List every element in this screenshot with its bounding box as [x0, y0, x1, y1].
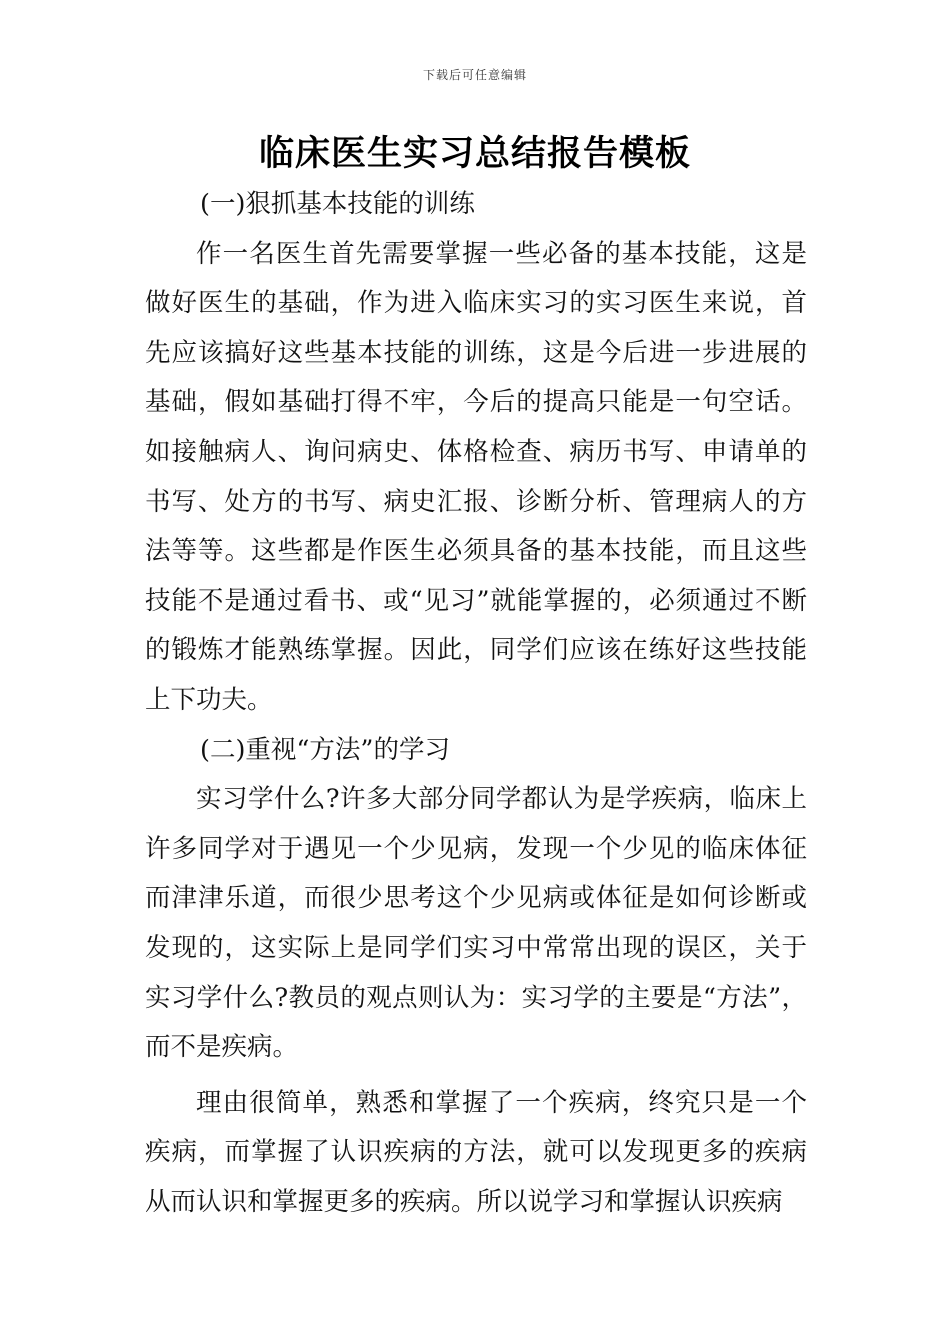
section-2-paragraph-2: 理由很简单，熟悉和掌握了一个疾病，终究只是一个疾病，而掌握了认识疾病的方法，就可以发现更多的疾病从而认识和掌握更多的疾病。所以说学习和掌握认识疾病 [145, 1087, 807, 1217]
document-title: 临床医生实习总结报告模板 [258, 134, 691, 174]
section-heading-1: (一)狠抓基本技能的训练 [200, 189, 475, 219]
document-body [145, 180, 807, 1227]
section-heading-2: (二)重视“方法”的学习 [200, 734, 450, 765]
section-2-paragraph-1: 实习学什么?许多大部分同学都认为是学疾病，临床上许多同学对于遇见一个少见病，发现一个少见的临床体征而津津乐道，而很少思考这个少见病或体征是如何诊断或发现的，这实际上是同学们实习中常常出现的误区，关于实习学什么?教员的观点则认为：实习学的主要是“方法”，而不是疾病。 [145, 784, 807, 1063]
header-note: 下载后可任意编辑 [422, 68, 527, 82]
section-1-paragraph-1: 作一名医生首先需要掌握一些必备的基本技能，这是做好医生的基础，作为进入临床实习的实习医生来说，首先应该搞好这些基本技能的训练，这是今后进一步进展的基础，假如基础打得不牢，今后的提高只能是一句空话。如接触病人、询问病史、体格检查、病历书写、申请单的书写、处方的书写、病史汇报、诊断分析、管理病人的方法等等。这些都是作医生必须具备的基本技能，而且这些技能不是通过看书、或“见习”就能掌握的，必须通过不断的锻炼才能熟练掌握。因此，同学们应该在练好这些技能上下功夫。 [145, 238, 807, 715]
